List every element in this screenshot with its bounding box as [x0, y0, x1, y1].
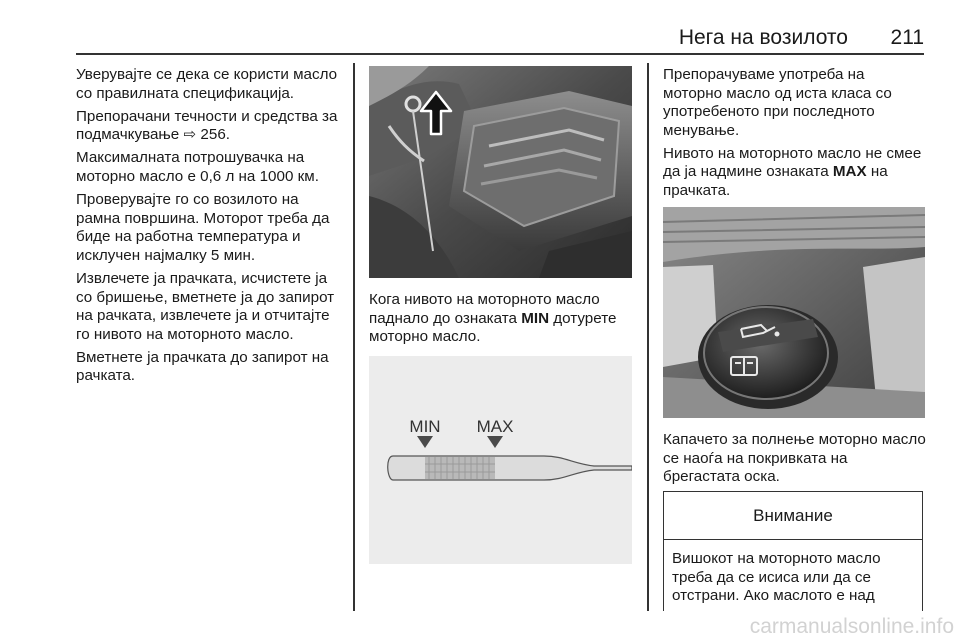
paragraph-max-consumption: Максималната потрошувачка на моторно масло е 0,6 л на 1000 км. — [76, 149, 319, 185]
caution-box — [663, 491, 923, 611]
paragraph-insert-dipstick: Вметнете ја прачката до запирот на рачката. — [76, 348, 329, 385]
dipstick-min-label: MIN — [409, 417, 441, 436]
text-column-3 — [663, 66, 927, 205]
paragraph-dipstick-procedure: Извлечете ја прачката, исчистете ја со бришење, вметнете ја до запирот на рачката, извлечете ја и отчитајте го нивото на моторното масло. — [76, 269, 335, 343]
caption-min-level — [369, 291, 639, 351]
reference-text: Препорачани течности и средства за подмачкување — [76, 107, 338, 144]
max-level-text-1: Нивото на моторното масло не смее да ја надмине ознаката — [663, 144, 922, 181]
caution-title: Внимание — [664, 492, 922, 540]
paragraph-level-check: Проверувајте го со возилото на рамна површина. Моторот треба да биде на работна температура и исклучен најмалку 5 мин. — [76, 191, 330, 264]
arrow-right-icon: ⇨ — [183, 126, 197, 144]
max-level-text-2: на прачката. — [663, 163, 888, 200]
header-rule — [76, 53, 924, 55]
page-header-title: Нега на возилото — [678, 26, 848, 49]
oil-cap-photo — [663, 207, 925, 418]
caption-oil-cap-text: Капачето за полнење моторно масло се наоѓа на покривката на брегастата оска. — [663, 431, 926, 486]
max-marker-icon — [487, 436, 503, 448]
caption-min-bold: MIN — [521, 309, 550, 327]
column-divider-right — [647, 63, 649, 611]
paragraph-max-level — [663, 145, 927, 201]
paragraph-oil-specification: Уверувајте се дека се користи масло со правилната спецификација. — [76, 66, 338, 102]
caution-body: Вишокот на моторното масло треба да се исиса или да се отстрани. Ако маслото е над — [672, 550, 881, 605]
paragraph-same-oil-class: Препорачуваме употреба на моторно масло од иста класа со употребеното при последното менување. — [663, 66, 892, 139]
dipstick-max-label: MAX — [476, 417, 514, 436]
caption-oil-cap — [663, 431, 927, 491]
page-number: 211 — [890, 26, 924, 49]
reference-page[interactable]: 256. — [200, 126, 230, 144]
dipstick-diagram — [369, 356, 632, 564]
min-marker-icon — [417, 436, 433, 448]
column-divider-left — [353, 63, 355, 611]
text-column-1 — [76, 66, 346, 391]
watermark: carmanualsonline.info — [749, 615, 954, 638]
engine-bay-photo — [369, 66, 632, 278]
caption-min-text-1: Кога нивото на моторното масло паднало до ознаката — [369, 291, 600, 327]
paragraph-recommended-fluids — [76, 108, 346, 145]
max-level-bold: MAX — [832, 163, 867, 181]
caption-min-text-2: дотурете моторно масло. — [369, 309, 617, 346]
